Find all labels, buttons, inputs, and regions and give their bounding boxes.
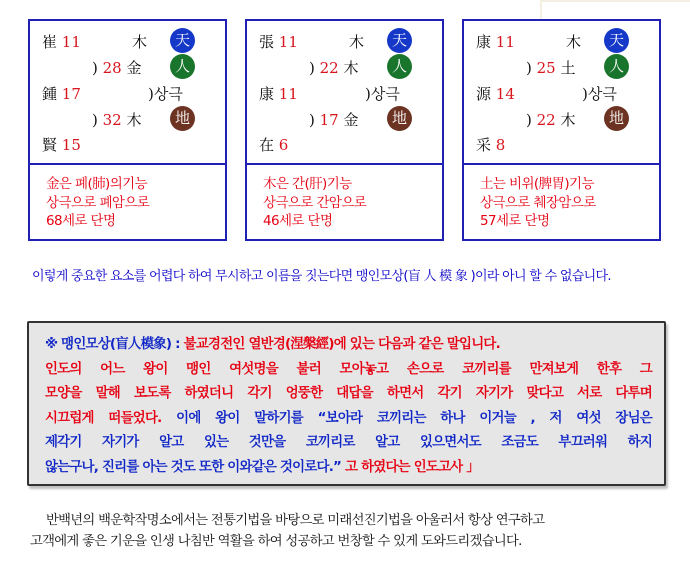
- name-char-row: 賢 15: [42, 136, 81, 154]
- name-char-row: 康 11: [476, 33, 515, 51]
- heaven-icon: 天: [170, 28, 195, 53]
- closing-line: 고객에게 좋은 기운을 인생 나침반 역활을 하여 성공하고 번창할 수 있게 도와드리겠습니다.: [30, 534, 522, 549]
- quote-line: 인도의 어느 왕이 맹인 여섯명을 불러 모아놓고 손으로 코끼리를 만져보게 한후 그: [45, 361, 652, 377]
- human-icon: 人: [170, 54, 195, 79]
- earth-icon: 地: [604, 106, 629, 131]
- name-char-row: 在 6: [259, 136, 289, 154]
- earth-icon: 地: [170, 106, 195, 131]
- conflict-label: )상극: [582, 85, 617, 103]
- desc-line: 상극으로 췌장암으로: [480, 194, 596, 211]
- element-label: 木: [349, 33, 365, 51]
- intro-paragraph: 이렇게 중요한 요소를 어렵다 하여 무시하고 이름을 짓는다면 맹인모상(盲 人 模 象 )이라 아니 할 수 없습니다.: [32, 269, 611, 284]
- name-analysis: [464, 21, 659, 163]
- desc-line: 土는 비위(脾胃)기능: [480, 176, 594, 192]
- sum-row: ) 22 木: [526, 111, 576, 129]
- human-icon: 人: [387, 54, 412, 79]
- desc-line: 68세로 단명: [46, 213, 116, 229]
- heaven-icon: 天: [387, 28, 412, 53]
- sum-row: ) 32 木: [92, 111, 142, 129]
- quote-heading: ※ 맹인모상(盲人模象) : 불교경전인 열반경(涅槃經)에 있는 다음과 같은 말입니다.: [45, 337, 500, 352]
- quote-line: 않는구나, 진리를 아는 것도 또한 이와같은 것이로다.” 고 하였다는 인도고사 」: [45, 459, 480, 475]
- quote-line: 제각기 자기가 알고 있는 것만을 코끼리로 알고 있으면서도 조금도 부끄러워 하지: [45, 435, 652, 450]
- quote-line: 시끄럽게 떠들었다. 이에 왕이 말하기를 “보아라 코끼리는 하나 이거늘 , 저 여섯 장님은: [45, 410, 652, 426]
- earth-icon: 地: [387, 106, 412, 131]
- human-icon: 人: [604, 54, 629, 79]
- name-char-row: 康 11: [259, 85, 298, 103]
- name-card-1: [28, 19, 227, 241]
- name-char-row: 張 11: [259, 33, 298, 51]
- name-analysis: [247, 21, 442, 163]
- desc-line: 金은 폐(肺)의기능: [46, 176, 148, 192]
- name-analysis: [30, 21, 225, 163]
- name-char-row: 鍾 17: [42, 85, 81, 103]
- desc-line: 57세로 단명: [480, 213, 550, 229]
- sum-row: ) 22 木: [309, 59, 359, 77]
- heaven-icon: 天: [604, 28, 629, 53]
- desc-line: 상극으로 간암으로: [263, 194, 367, 211]
- card-description: [464, 163, 659, 239]
- desc-line: 木은 간(肝)기능: [263, 176, 352, 192]
- name-card-2: [245, 19, 444, 241]
- quote-line: 모양을 말해 보도록 하였더니 각기 엉뚱한 대답을 하면서 각기 자기가 맞다고 서로 다투며: [45, 386, 652, 401]
- closing-line: 반백년의 백운학작명소에서는 전통기법을 바탕으로 미래선진기법을 아울러서 항상 연구하고: [46, 513, 545, 528]
- name-card-3: [462, 19, 661, 241]
- sum-row: ) 25 土: [526, 59, 576, 77]
- card-description: [30, 163, 225, 239]
- sum-row: ) 17 金: [309, 111, 359, 129]
- name-char-row: 源 14: [476, 85, 515, 103]
- element-label: 木: [566, 33, 582, 51]
- name-char-row: 崔 11: [42, 33, 81, 51]
- card-description: [247, 163, 442, 239]
- sum-row: ) 28 金: [92, 59, 142, 77]
- name-char-row: 采 8: [476, 136, 506, 154]
- quote-box: [27, 321, 666, 486]
- closing-paragraph: [30, 510, 670, 552]
- conflict-label: )상극: [365, 85, 400, 103]
- element-label: 木: [132, 33, 148, 51]
- desc-line: 상극으로 폐암으로: [46, 194, 150, 211]
- desc-line: 46세로 단명: [263, 213, 333, 229]
- conflict-label: )상극: [148, 85, 183, 103]
